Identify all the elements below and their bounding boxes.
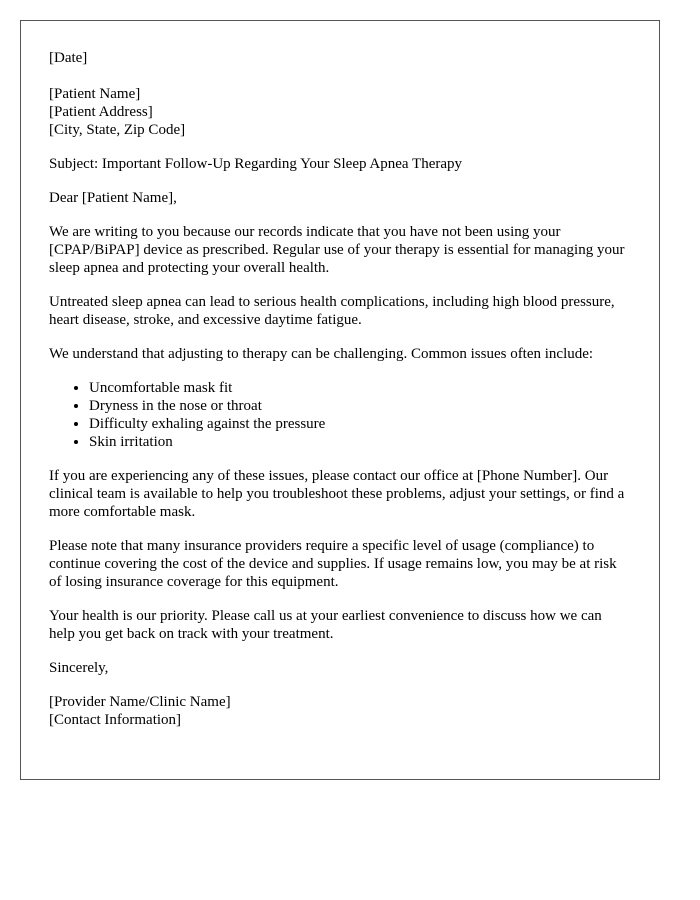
common-issues-list — [49, 379, 631, 451]
body-paragraph: Your health is our priority. Please call us at your earliest convenience to discuss how we can help you get back on track with your treatment. — [49, 608, 602, 642]
recipient-address: [Patient Address] — [49, 104, 153, 120]
body-paragraph: We understand that adjusting to therapy can be challenging. Common issues often include: — [49, 346, 594, 362]
body-paragraph: Untreated sleep apnea can lead to serious health complications, including high blood pressure, heart disease, stroke, and excessive daytime fatigue. — [49, 294, 615, 328]
list-item: • Dryness in the nose or throat — [89, 397, 631, 415]
signature-provider: [Provider Name/Clinic Name] — [49, 694, 231, 710]
letter-subject: Subject: Important Follow-Up Regarding Your Sleep Apnea Therapy — [49, 156, 462, 172]
list-item: • Difficulty exhaling against the pressure — [89, 415, 631, 433]
recipient-city-state-zip: [City, State, Zip Code] — [49, 122, 186, 138]
body-paragraph: We are writing to you because our records indicate that you have not been using your [CPAP/BiPAP] device as prescribed. Regular use of your therapy is essential for managing your sleep apnea and protecting your overall health. — [49, 224, 625, 276]
body-paragraph: Please note that many insurance providers require a specific level of usage (compliance) to continue covering the cost of the device and supplies. If usage remains low, you may be at risk of losing insurance coverage for this equipment. — [49, 538, 617, 590]
letter-date: [Date] — [49, 50, 88, 66]
list-item: • Uncomfortable mask fit — [89, 379, 631, 397]
letter-closing: Sincerely, — [49, 660, 109, 676]
body-paragraph: If you are experiencing any of these issues, please contact our office at [Phone Number]. Our clinical team is available to help you troubleshoot these problems, adjust your settings, or find a more comfortable mask. — [49, 468, 625, 520]
letter-salutation: Dear [Patient Name], — [49, 190, 177, 206]
recipient-name: [Patient Name] — [49, 86, 141, 102]
letter-page — [20, 20, 660, 780]
list-item: • Skin irritation — [89, 433, 631, 451]
signature-contact: [Contact Information] — [49, 712, 182, 728]
signature-block — [49, 693, 631, 729]
recipient-address-block — [49, 85, 631, 139]
